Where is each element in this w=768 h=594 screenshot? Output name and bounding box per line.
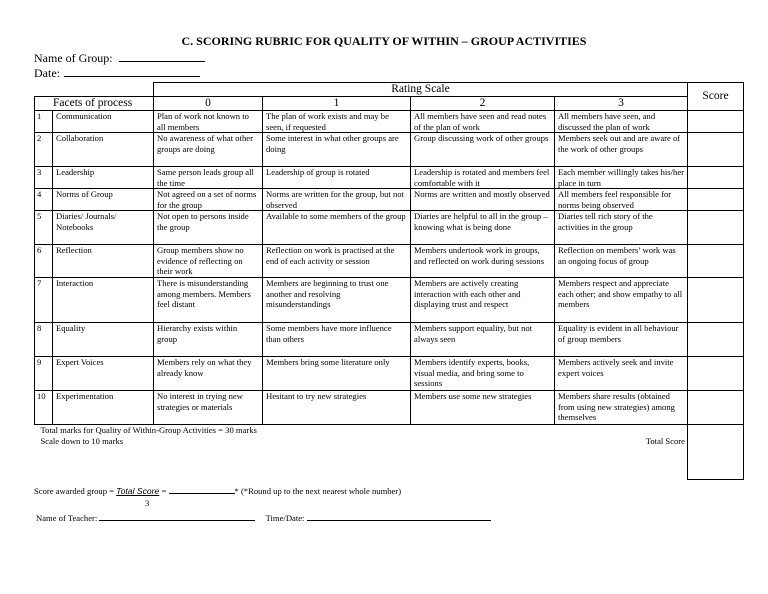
level-3-cell: Diaries tell rich story of the activities in the group (555, 211, 688, 245)
level-2-cell: Members support equality, but not always seen (411, 323, 555, 357)
table-row (35, 167, 744, 189)
row-number: 3 (35, 167, 53, 189)
level-3-cell: All members feel responsible for norms being observed (555, 189, 688, 211)
name-of-group-field (34, 51, 205, 66)
teacher-line (36, 512, 491, 523)
level-1-cell: Some members have more influence than others (263, 323, 411, 357)
level-3-cell: Members seek out and are aware of the work of other groups (555, 133, 688, 167)
score-cell (688, 189, 744, 211)
table-row (35, 357, 744, 391)
round-up-note: * (*Round up to the next nearest whole number) (234, 486, 402, 496)
date-field (34, 66, 200, 81)
row-number: 8 (35, 323, 53, 357)
level-2-header: 2 (411, 97, 555, 111)
level-1-cell: Norms are written for the group, but not observed (263, 189, 411, 211)
row-number: 5 (35, 211, 53, 245)
level-3-header: 3 (555, 97, 688, 111)
table-row (35, 391, 744, 425)
facet-name: Communication (53, 111, 154, 133)
facet-name: Diaries/ Journals/ Notebooks (53, 211, 154, 245)
rating-scale-header: Rating Scale (154, 83, 688, 97)
total-score-cell (688, 425, 744, 480)
row-number: 9 (35, 357, 53, 391)
time-date-label: Time/Date: (265, 513, 305, 523)
level-0-header: 0 (154, 97, 263, 111)
facet-name: Norms of Group (53, 189, 154, 211)
name-of-group-label: Name of Group: (34, 51, 113, 65)
totals-row (35, 425, 744, 480)
level-2-cell: Members identify experts, books, visual media, and bring some to sessions (411, 357, 555, 391)
row-number: 1 (35, 111, 53, 133)
score-cell (688, 211, 744, 245)
facet-name: Collaboration (53, 133, 154, 167)
level-3-cell: Reflection on members’ work was an ongoing focus of group (555, 245, 688, 278)
blank-corner-cell (35, 83, 154, 97)
level-0-cell: Members rely on what they already know (154, 357, 263, 391)
score-cell (688, 245, 744, 278)
level-2-cell: Members undertook work in groups, and reflected on work during sessions (411, 245, 555, 278)
date-label: Date: (34, 66, 60, 80)
level-0-cell: Hierarchy exists within group (154, 323, 263, 357)
page-title: C. SCORING RUBRIC FOR QUALITY OF WITHIN – GROUP ACTIVITIES (181, 34, 587, 48)
table-row (35, 245, 744, 278)
score-blank (169, 485, 235, 494)
level-0-cell: Not agreed on a set of norms for the group (154, 189, 263, 211)
score-cell (688, 323, 744, 357)
level-2-cell: Group discussing work of other groups (411, 133, 555, 167)
level-0-cell: No interest in trying new strategies or materials (154, 391, 263, 425)
row-number: 6 (35, 245, 53, 278)
scale-down-line: Scale down to 10 marks (40, 435, 124, 446)
level-0-cell: Group members show no evidence of reflecting on their work (154, 245, 263, 278)
level-1-cell: Some interest in what other groups are doing (263, 133, 411, 167)
facet-name: Leadership (53, 167, 154, 189)
facet-name: Interaction (53, 278, 154, 323)
level-2-cell: Diaries are helpful to all in the group – knowing what is being done (411, 211, 555, 245)
row-number: 4 (35, 189, 53, 211)
totals-cell (35, 425, 688, 480)
name-of-group-blank (119, 51, 205, 62)
level-1-header: 1 (263, 97, 411, 111)
level-2-cell: Norms are written and mostly observed (411, 189, 555, 211)
level-3-cell: Equality is evident in all behaviour of group members (555, 323, 688, 357)
total-marks-line: Total marks for Quality of Within-Group Activities = 30 marks (40, 425, 257, 435)
facet-name: Equality (53, 323, 154, 357)
level-1-cell: Leadership of group is rotated (263, 167, 411, 189)
denominator: 3 (145, 498, 150, 508)
level-0-cell: Same person leads group all the time (154, 167, 263, 189)
table-row (35, 278, 744, 323)
row-number: 7 (35, 278, 53, 323)
row-number: 10 (35, 391, 53, 425)
score-cell (688, 111, 744, 133)
teacher-label: Name of Teacher: (36, 513, 98, 523)
level-0-cell: There is misunderstanding among members. Members feel distant (154, 278, 263, 323)
level-3-cell: Members share results (obtained from using new strategies) among themselves (555, 391, 688, 425)
level-1-cell: Hesitant to try new strategies (263, 391, 411, 425)
total-score-label: Total Score (645, 436, 685, 446)
level-3-cell: All members have seen, and discussed the plan of work (555, 111, 688, 133)
date-blank (64, 66, 200, 77)
score-cell (688, 133, 744, 167)
level-2-cell: Members are actively creating interaction with each other and displaying trust and respect (411, 278, 555, 323)
score-cell (688, 167, 744, 189)
score-header: Score (688, 83, 744, 111)
table-row (35, 189, 744, 211)
level-2-cell: Leadership is rotated and members feel comfortable with it (411, 167, 555, 189)
table-row (35, 323, 744, 357)
level-3-cell: Each member willingly takes his/her place in turn (555, 167, 688, 189)
level-2-cell: All members have seen and read notes of the plan of work (411, 111, 555, 133)
level-1-cell: Members bring some literature only (263, 357, 411, 391)
level-3-cell: Members actively seek and invite expert voices (555, 357, 688, 391)
level-0-cell: Plan of work not known to all members (154, 111, 263, 133)
facet-name: Reflection (53, 245, 154, 278)
level-2-cell: Members use some new strategies (411, 391, 555, 425)
level-1-cell: Reflection on work is practised at the end of each activity or session (263, 245, 411, 278)
equals-sign: = (161, 486, 167, 496)
score-cell (688, 391, 744, 425)
level-0-cell: No awareness of what other groups are doing (154, 133, 263, 167)
table-row (35, 133, 744, 167)
facet-name: Expert Voices (53, 357, 154, 391)
table-row (35, 211, 744, 245)
level-1-cell: Available to some members of the group (263, 211, 411, 245)
time-date-blank (307, 512, 491, 521)
level-1-cell: Members are beginning to trust one another and resolving misunderstandings (263, 278, 411, 323)
teacher-blank (99, 512, 255, 521)
score-cell (688, 357, 744, 391)
level-1-cell: The plan of work exists and may be seen, if requested (263, 111, 411, 133)
score-awarded-line (34, 485, 401, 496)
level-3-cell: Members respect and appreciate each other; and show empathy to all members (555, 278, 688, 323)
facet-name: Experimentation (53, 391, 154, 425)
level-0-cell: Not open to persons inside the group (154, 211, 263, 245)
facets-header: Facets of process (35, 97, 154, 111)
row-number: 2 (35, 133, 53, 167)
rubric-table (34, 82, 744, 480)
total-score-fraction: Total Score (116, 486, 160, 496)
score-cell (688, 278, 744, 323)
score-awarded-prefix: Score awarded group = (34, 486, 115, 496)
table-row (35, 111, 744, 133)
